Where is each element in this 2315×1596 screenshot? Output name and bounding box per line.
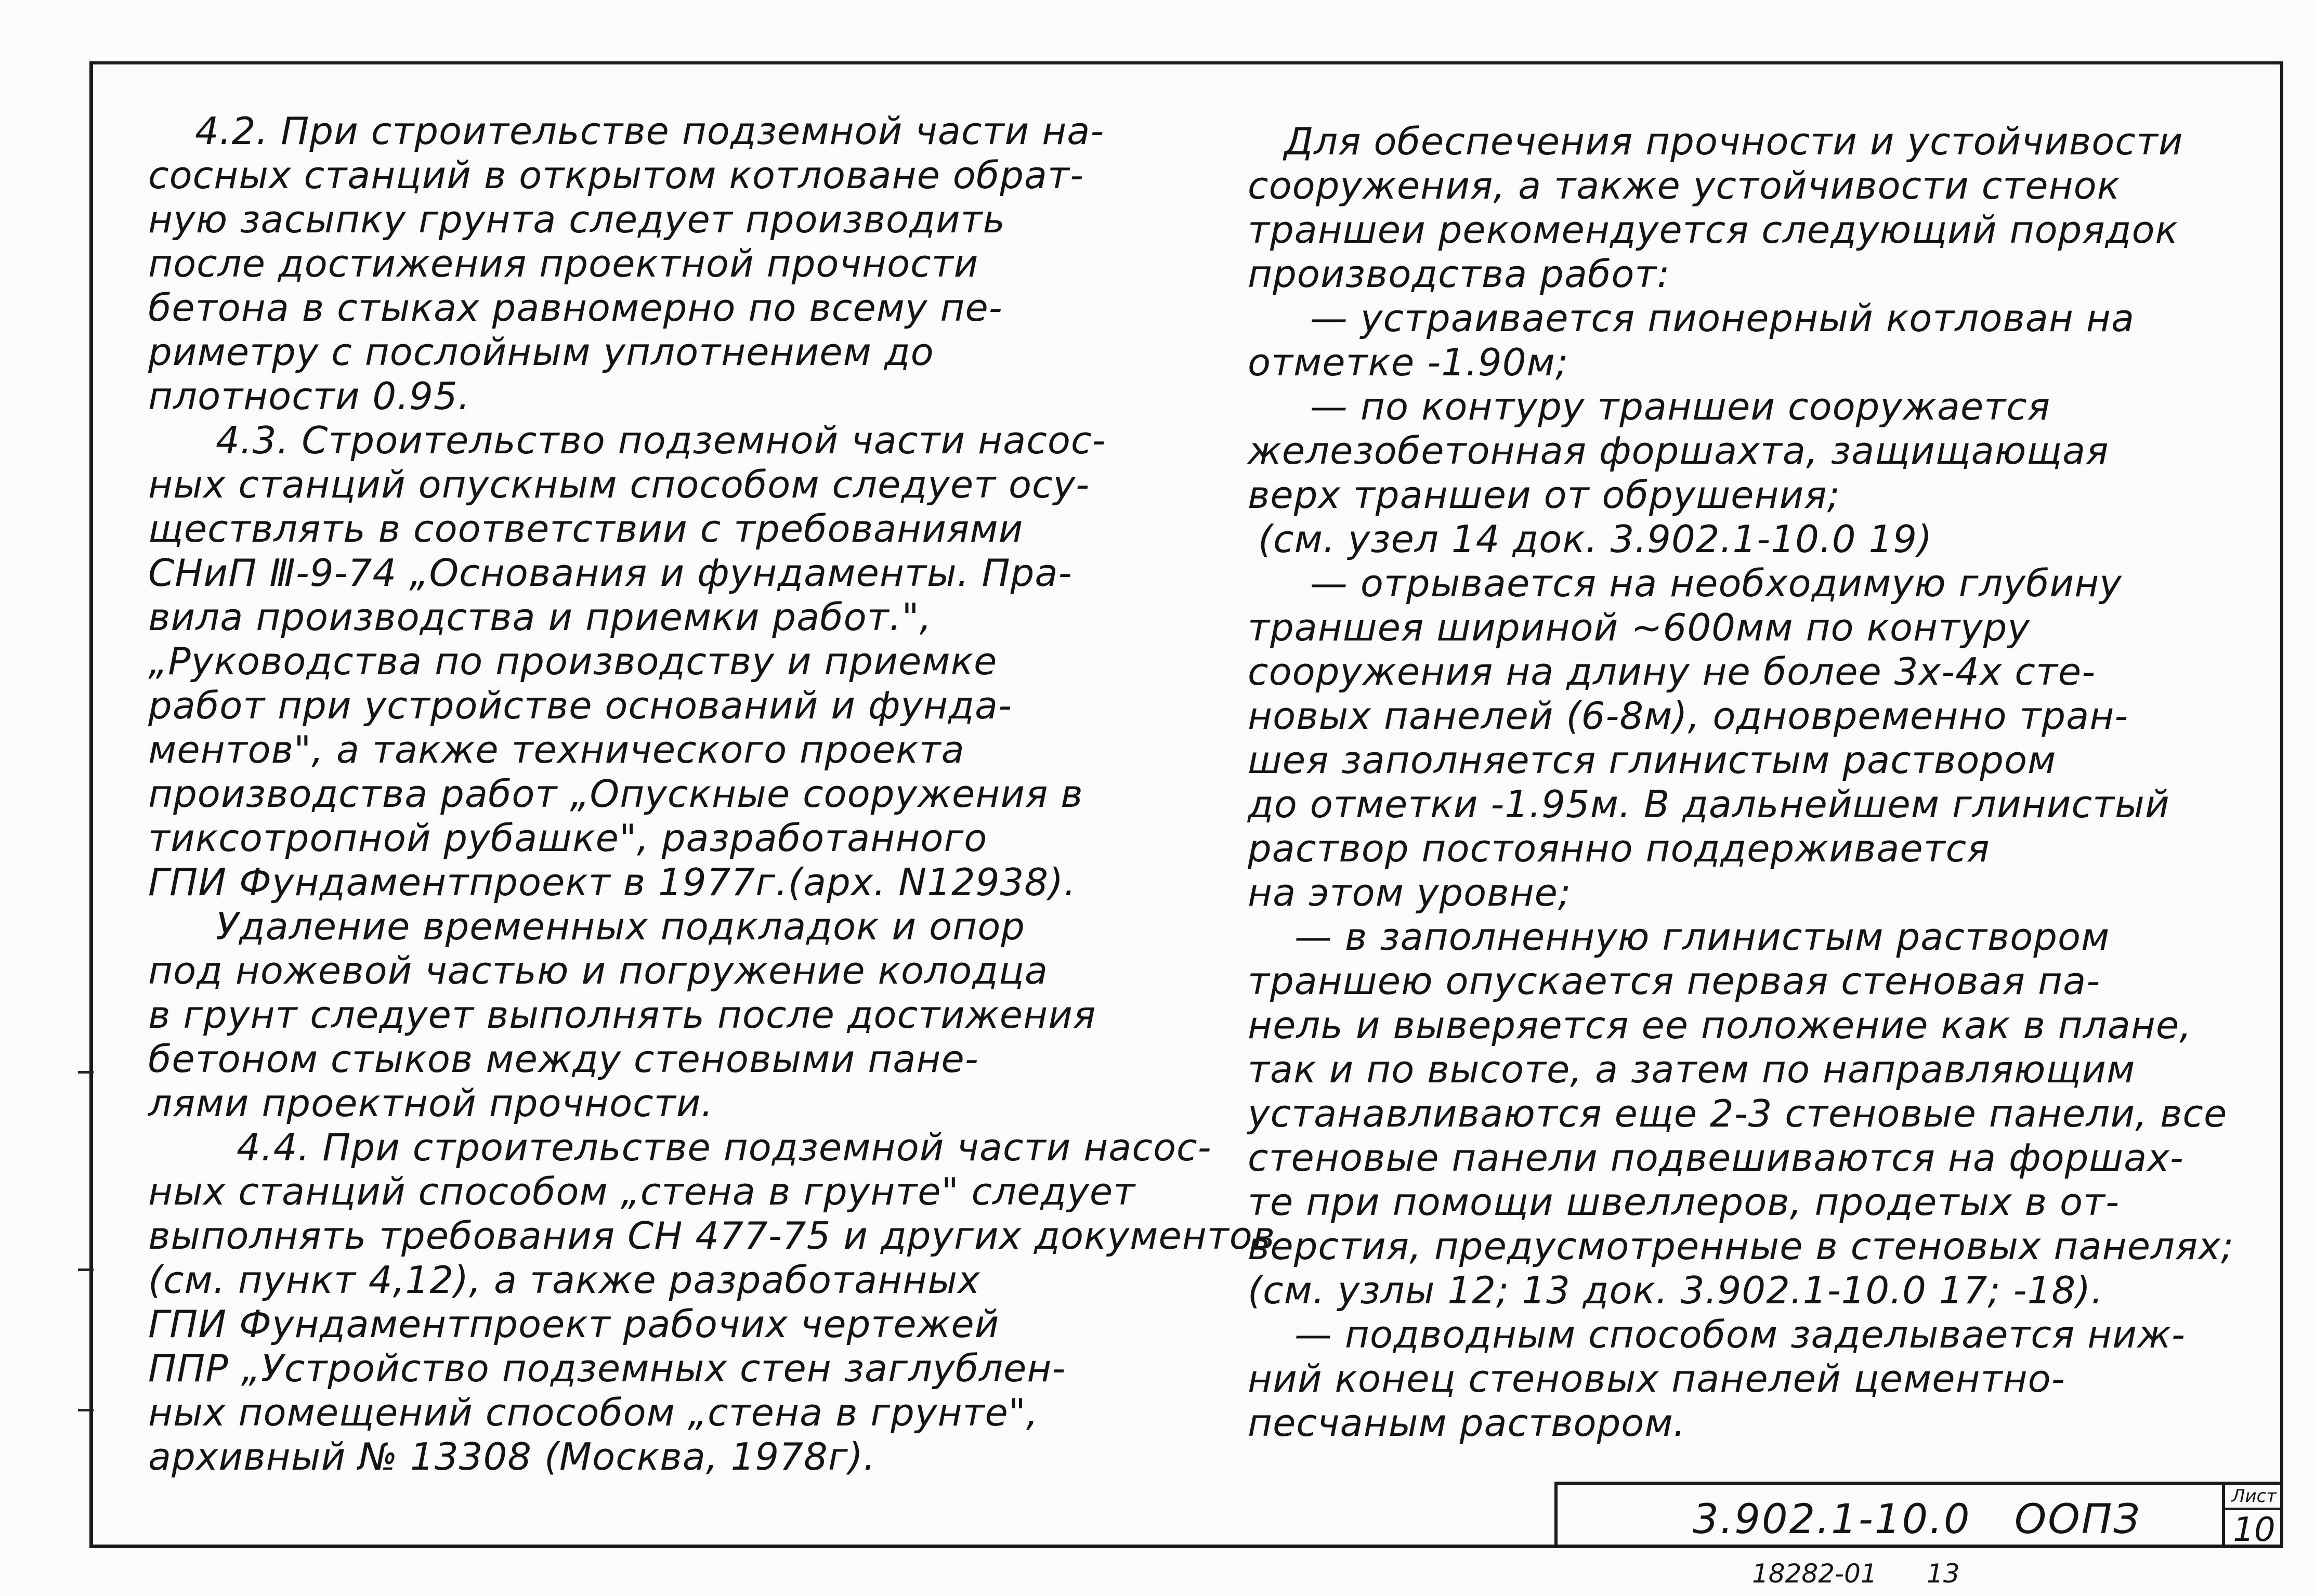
text-line: 4.2. При строительстве подземной части на- <box>195 109 1105 153</box>
document-code: 3.902.1-10.0 ООПЗ <box>1693 1496 2141 1543</box>
text-line: после достижения проектной прочности <box>148 242 979 285</box>
text-line: ных помещений способом „стена в грунте", <box>148 1391 1039 1434</box>
text-line: ний конец стеновых панелей цементно- <box>1248 1357 2065 1401</box>
text-line: — подводным способом заделывается ниж- <box>1294 1313 2186 1356</box>
text-line: на этом уровне; <box>1248 871 1572 914</box>
sheet-label: Лист <box>2225 1485 2283 1510</box>
text-line: (см. пункт 4,12), а также разработанных <box>148 1258 980 1302</box>
text-line: устанавливаются еще 2-3 стеновые панели, все <box>1248 1092 2228 1135</box>
text-line: лями проектной прочности. <box>148 1081 714 1125</box>
text-line: (см. узлы 12; 13 док. 3.902.1-10.0 17; -18). <box>1248 1268 2104 1312</box>
text-line: производства работ: <box>1248 252 1670 296</box>
text-line: под ножевой частью и погружение колодца <box>148 949 1049 992</box>
text-line: ментов", а также технического проекта <box>148 728 965 771</box>
text-line: ППР „Устройство подземных стен заглублен- <box>148 1346 1066 1390</box>
text-line: риметру с послойным уплотнением до <box>148 330 934 374</box>
text-line: те при помощи швеллеров, продетых в от- <box>1248 1180 2120 1224</box>
text-line: до отметки -1.95м. В дальнейшем глинистый <box>1248 782 2170 826</box>
text-line: 4.4. При строительстве подземной части насос- <box>237 1126 1212 1169</box>
text-line: стеновые панели подвешиваются на форшах- <box>1248 1136 2184 1180</box>
text-line: бетона в стыках равномерно по всему пе- <box>148 286 1003 330</box>
text-line: — отрывается на необходимую глубину <box>1310 561 2122 605</box>
text-line: бетоном стыков между стеновыми пане- <box>148 1037 979 1081</box>
text-line: ществлять в соответствии с требованиями <box>148 507 1024 551</box>
text-line: так и по высоте, а затем по направляющим <box>1248 1048 2136 1091</box>
text-line: ГПИ Фундаментпроект в 1977г.(арх. N12938). <box>148 860 1077 904</box>
text-line: плотности 0.95. <box>148 374 470 418</box>
text-line: песчаным раствором. <box>1248 1401 1686 1445</box>
text-line: новых панелей (6-8м), одновременно тран- <box>1248 694 2129 738</box>
text-line: железобетонная форшахта, защищающая <box>1248 429 2109 473</box>
text-line: работ при устройстве оснований и фунда- <box>148 684 1013 727</box>
text-line: СНиП Ⅲ-9-74 „Основания и фундаменты. Пра- <box>148 551 1073 595</box>
right-text-column <box>1248 120 2235 1445</box>
text-line: (см. узел 14 док. 3.902.1-10.0 19) <box>1258 517 1933 561</box>
text-line: в грунт следует выполнять после достижения <box>148 993 1096 1037</box>
text-line: сосных станций в открытом котловане обрат- <box>148 153 1084 197</box>
text-line: траншею опускается первая стеновая па- <box>1248 959 2101 1003</box>
text-line: отметке -1.90м; <box>1248 341 1569 384</box>
sheet-number: 10 <box>2233 1511 2275 1549</box>
text-line: верстия, предусмотренные в стеновых панелях; <box>1248 1224 2234 1268</box>
text-line: выполнять требования СН 477-75 и других документов <box>148 1214 1276 1258</box>
text-line: вила производства и приемки работ.", <box>148 595 932 639</box>
text-line: архивный № 13308 (Москва, 1978г). <box>148 1435 876 1479</box>
text-line: нель и выверяется ее положение как в плане, <box>1248 1003 2192 1047</box>
text-line: шея заполняется глинистым раствором <box>1248 738 2057 782</box>
text-line: „Руководства по производству и приемке <box>148 639 998 683</box>
text-line: раствор постоянно поддерживается <box>1248 827 1990 870</box>
text-line: верх траншеи от обрушения; <box>1248 473 1840 517</box>
text-line: Удаление временных подкладок и опор <box>216 905 1025 948</box>
left-text-column <box>148 109 1276 1479</box>
text-line: траншеи рекомендуется следующий порядок <box>1248 208 2178 252</box>
text-line: ную засыпку грунта следует производить <box>148 198 1005 241</box>
text-line: 4.3. Строительство подземной части насос- <box>216 418 1106 462</box>
text-line: — устраивается пионерный котлован на <box>1310 296 2135 340</box>
text-line: — в заполненную глинистым раствором <box>1294 915 2110 959</box>
text-line: траншея шириной ~600мм по контуру <box>1248 606 2030 649</box>
text-line: ных станций способом „стена в грунте" следует <box>148 1170 1136 1213</box>
text-line: сооружения на длину не более 3х-4х сте- <box>1248 650 2096 694</box>
text-line: Для обеспечения прочности и устойчивости <box>1284 120 2183 163</box>
sheet-number-box <box>2222 1485 2283 1548</box>
title-block-stamp <box>1554 1482 2283 1548</box>
text-line: — по контуру траншеи сооружается <box>1310 385 2051 428</box>
text-line: сооружения, а также устойчивости стенок <box>1248 164 2121 207</box>
text-line: ГПИ Фундаментпроект рабочих чертежей <box>148 1302 1000 1346</box>
text-line: производства работ „Опускные сооружения в <box>148 772 1083 816</box>
archive-number: 18282-01 13 <box>1752 1559 1960 1589</box>
text-line: ных станций опускным способом следует осу- <box>148 463 1090 506</box>
text-line: тиксотропной рубашке", разработанного <box>148 816 988 860</box>
